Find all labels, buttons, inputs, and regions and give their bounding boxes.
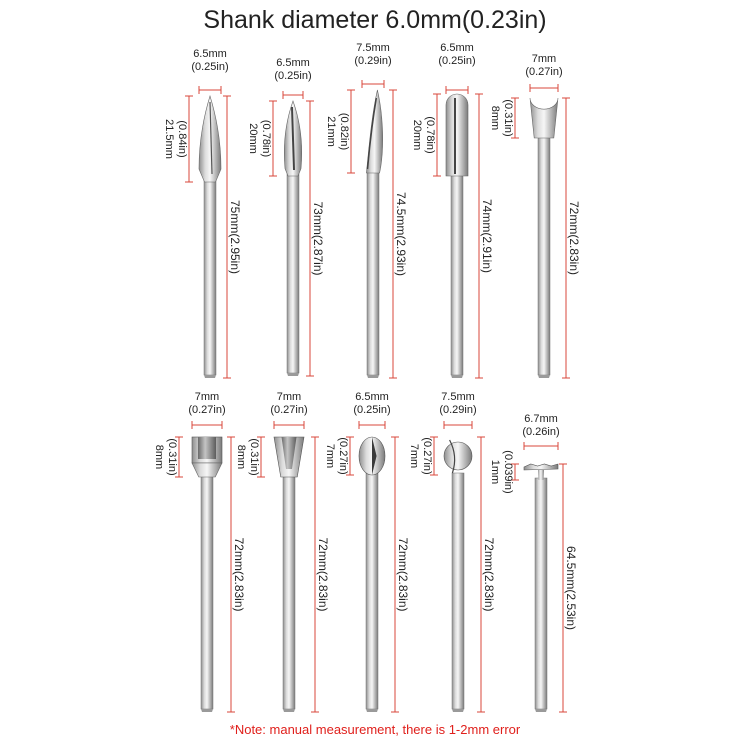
- head-in-label: (0.78in): [424, 116, 436, 154]
- head-in-label: (0.039in): [502, 450, 514, 494]
- head-in-label: (0.31in): [502, 99, 514, 137]
- bit-1: [163, 48, 242, 378]
- measurement-note: *Note: manual measurement, there is 1-2mm error: [229, 722, 521, 737]
- width-mm-label: 6.5mm: [355, 391, 389, 403]
- total-length-label: 72mm(2.83in): [316, 537, 330, 612]
- shank-end: [451, 375, 463, 378]
- shank-end: [367, 375, 379, 378]
- total-length-label: 74.5mm(2.93in): [394, 191, 408, 277]
- width-in-label: (0.29in): [354, 55, 392, 67]
- width-mm-label: 6.5mm: [193, 48, 227, 60]
- total-length-label: 75mm(2.95in): [228, 199, 242, 275]
- width-in-label: (0.25in): [191, 61, 229, 73]
- head-mm-label: 20mm: [247, 123, 259, 154]
- bit-neck: [538, 470, 544, 480]
- width-in-label: (0.25in): [274, 70, 312, 82]
- bit-neck: [192, 463, 222, 477]
- width-mm-label: 6.5mm: [276, 57, 310, 69]
- head-in-label: (0.27in): [421, 437, 433, 475]
- width-mm-label: 7.5mm: [356, 42, 390, 54]
- total-length-label: 72mm(2.83in): [482, 537, 496, 612]
- head-mm-label: 20mm: [411, 119, 423, 151]
- bit-shank: [451, 174, 463, 375]
- total-length-label: 64.5mm(2.53in): [564, 545, 578, 631]
- flute: [198, 437, 216, 459]
- bit-4: [411, 42, 494, 378]
- bit-shank: [366, 473, 378, 709]
- shank-end: [538, 375, 550, 378]
- head-in-label: (0.31in): [248, 438, 260, 476]
- head-mm-label: 7mm: [408, 443, 420, 469]
- head-mm-label: 8mm: [489, 105, 501, 131]
- head-mm-label: 7mm: [324, 443, 336, 469]
- head-in-label: (0.27in): [337, 437, 349, 475]
- bit-9: [408, 391, 496, 712]
- width-in-label: (0.27in): [188, 404, 226, 416]
- page-title: Shank diameter 6.0mm(0.23in): [203, 6, 547, 34]
- bit-shank: [204, 180, 216, 375]
- shank-end: [535, 709, 547, 712]
- shank-end: [287, 373, 299, 376]
- total-length-label: 72mm(2.83in): [396, 537, 410, 612]
- bit-shank: [535, 478, 547, 709]
- width-in-label: (0.26in): [522, 426, 560, 438]
- bit-shank: [367, 171, 379, 375]
- head-in-label: (0.31in): [166, 438, 178, 476]
- shank-end: [204, 375, 216, 378]
- bit-5: [489, 53, 581, 378]
- bit-8: [324, 391, 410, 712]
- head-mm-label: 21.5mm: [163, 119, 175, 159]
- shank-end: [201, 709, 213, 712]
- width-in-label: (0.27in): [525, 66, 563, 78]
- shank-end: [366, 709, 378, 712]
- bit-head: [446, 94, 468, 176]
- width-in-label: (0.27in): [270, 404, 308, 416]
- bit-shank: [287, 174, 299, 373]
- width-mm-label: 7mm: [531, 53, 557, 65]
- total-length-label: 72mm(2.83in): [232, 537, 246, 612]
- bit-7: [235, 391, 330, 712]
- total-length-label: 74mm(2.91in): [480, 198, 494, 274]
- shank-end: [452, 709, 464, 712]
- width-in-label: (0.25in): [353, 404, 391, 416]
- head-in-label: (0.84in): [176, 120, 188, 158]
- head-mm-label: 8mm: [153, 444, 165, 470]
- width-mm-label: 7.5mm: [441, 391, 475, 403]
- head-mm-label: 1mm: [489, 459, 501, 485]
- bit-shank: [538, 136, 550, 375]
- bit-head: [444, 442, 472, 470]
- bit-head: [530, 98, 558, 138]
- bit-shank: [201, 475, 213, 709]
- bit-head: [524, 464, 558, 470]
- head-mm-label: 8mm: [235, 444, 247, 470]
- width-mm-label: 6.5mm: [440, 42, 474, 54]
- width-in-label: (0.25in): [438, 55, 476, 67]
- bit-2: [247, 57, 325, 376]
- bit-shank: [452, 473, 464, 709]
- head-in-label: (0.78in): [260, 119, 272, 158]
- width-in-label: (0.29in): [439, 404, 477, 416]
- bit-6: [153, 391, 246, 712]
- head-in-label: (0.82in): [338, 112, 350, 151]
- width-mm-label: 7mm: [276, 391, 302, 403]
- bit-10: [489, 413, 578, 712]
- head-mm-label: 21mm: [325, 116, 337, 147]
- width-mm-label: 7mm: [194, 391, 220, 403]
- total-length-label: 72mm(2.83in): [567, 200, 581, 276]
- total-length-label: 73mm(2.87in): [311, 201, 325, 276]
- shank-end: [283, 709, 295, 712]
- width-mm-label: 6.7mm: [524, 413, 558, 425]
- bit-3: [325, 42, 408, 378]
- bit-shank: [283, 475, 295, 709]
